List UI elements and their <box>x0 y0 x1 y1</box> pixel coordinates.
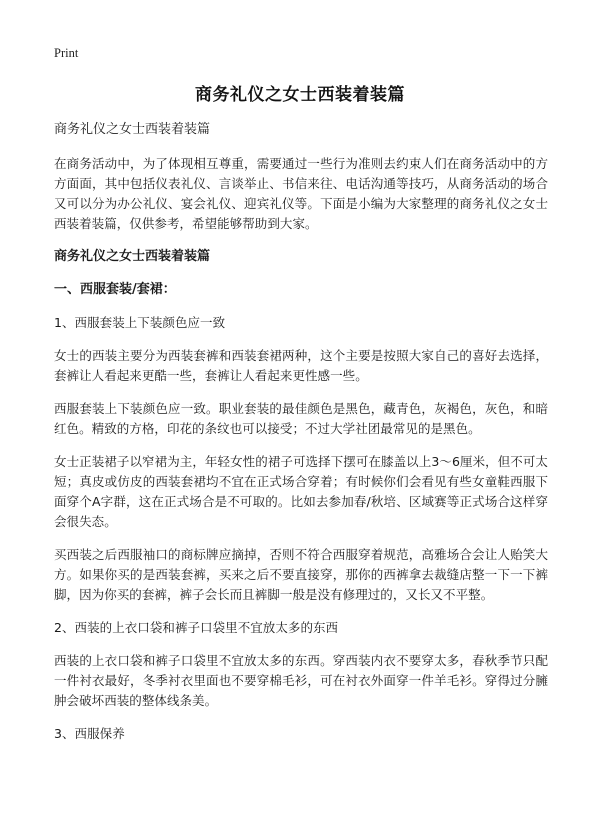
subsection-heading-care: 3、西服保养 <box>54 726 125 741</box>
body-paragraph: 女士正装裙子以窄裙为主，年轻女性的裙子可选择下摆可在膝盖以上3～6厘米，但不可太短；真皮或仿皮的西装套裙均不宜在正式场合穿着；有时候你们会看见有些女童鞋西服下面穿个A字群，这在正式场合是不可取的。比如去参加春/秋培、区域赛等正式场合这样穿会很失态。 <box>54 454 548 529</box>
page-title: 商务礼仪之女士西装着装篇 <box>195 85 405 105</box>
section-heading-suits: 一、西服套装/套裙： <box>54 282 176 297</box>
body-paragraph: 买西装之后西服袖口的商标牌应摘掉，否则不符合西服穿着规范，高雅场合会让人贻笑大方。如果你买的是西装套裤，买来之后不要直接穿，那你的西裤拿去裁缝店整一下一下裤脚，因为你买的套裤，裤子会长而且裤脚一般是没有修理过的，又长又不平整。 <box>54 547 548 602</box>
print-label[interactable]: Print <box>54 46 79 60</box>
subsection-heading-color: 1、西服套装上下装颜色应一致 <box>54 315 226 330</box>
section-heading: 商务礼仪之女士西装着装篇 <box>54 249 211 264</box>
body-paragraph: 西服套装上下装颜色应一致。职业套装的最佳颜色是黑色，藏青色，灰褐色，灰色，和暗红色。精致的方格，印花的条纹也可以接受；不过大学社团最常见的是黑色。 <box>54 401 548 436</box>
body-paragraph: 女士的西装主要分为西装套裤和西装套裙两种，这个主要是按照大家自己的喜好去选择，套裤让人看起来更酷一些，套裤让人看起来更性感一些。 <box>54 348 548 383</box>
subsection-heading-pockets: 2、西装的上衣口袋和裤子口袋里不宜放太多的东西 <box>54 620 339 635</box>
intro-paragraph: 在商务活动中，为了体现相互尊重，需要通过一些行为准则去约束人们在商务活动中的方方面面，其中包括仪表礼仪、言谈举止、书信来往、电话沟通等技巧，从商务活动的场合又可以分为办公礼仪、宴会礼仪、迎宾礼仪等。下面是小编为大家整理的商务礼仪之女士西装着装篇，仅供参考，希望能够帮助到大家。 <box>54 156 548 231</box>
body-paragraph: 西装的上衣口袋和裤子口袋里不宜放太多的东西。穿西装内衣不要穿太多，春秋季节只配一件衬衣最好，冬季衬衣里面也不要穿棉毛衫，可在衬衣外面穿一件羊毛衫。穿得过分臃肿会破坏西装的整体线条美。 <box>54 653 548 708</box>
article-subtitle: 商务礼仪之女士西装着装篇 <box>54 122 211 137</box>
article-body <box>54 120 548 757</box>
